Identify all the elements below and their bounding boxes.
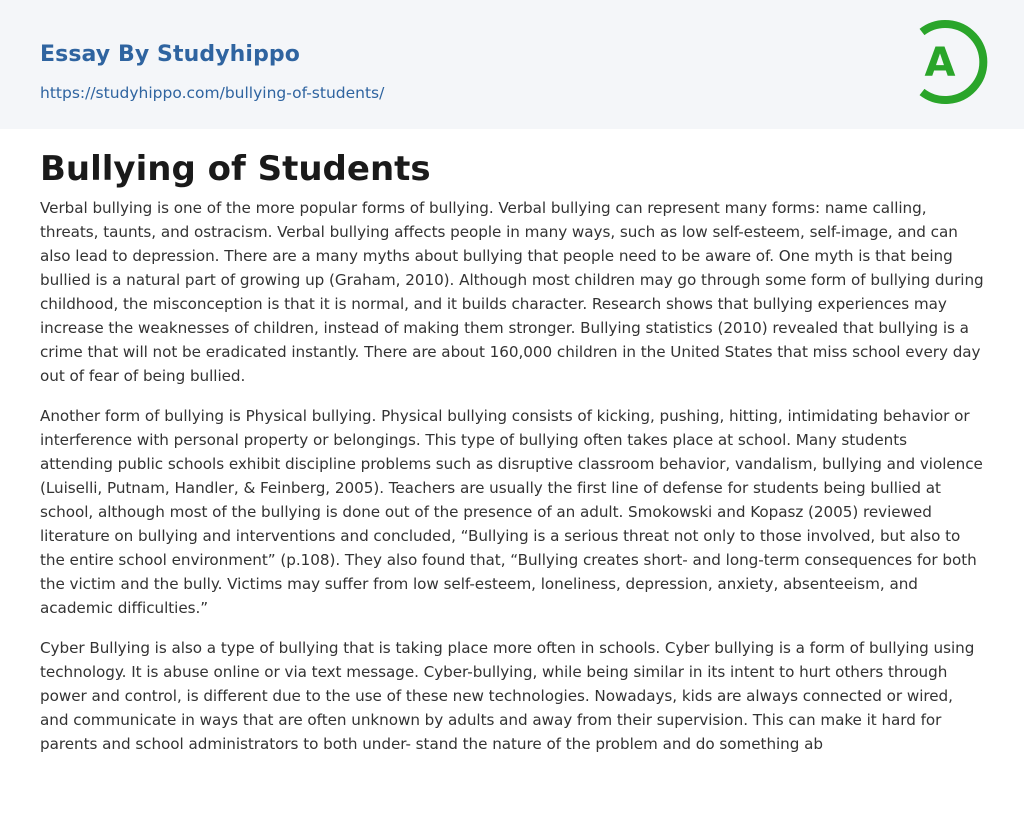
site-header <box>0 0 1024 129</box>
paragraph-3: Cyber Bullying is also a type of bullying that is taking place more often in schools. Cyber bullying is a form of bullying using technology. It is abuse online or via text message. Cyber-bullying, while being similar in its intent to hurt others through power and control, is different due to the use of these new technologies. Nowadays, kids are always connected or wired, and communicate in ways that are often unknown by adults and away from their supervision. This can make it hard for parents and school administrators to both under- stand the nature of the problem and do something ab <box>40 639 975 753</box>
brand-title[interactable]: Essay By Studyhippo <box>40 42 300 67</box>
logo-letter: A <box>924 40 956 86</box>
paragraph-2: Another form of bullying is Physical bullying. Physical bullying consists of kicking, pushing, hitting, intimidating behavior or interference with personal property or belongings. This type of bullying often takes place at school. Many students attending public schools exhibit discipline problems such as disruptive classroom behavior, vandalism, bullying and violence (Luiselli, Putnam, Handler, & Feinberg, 2005). Teachers are usually the first line of defense for students being bullied at school, although most of the bullying is done out of the presence of an adult. Smokowski and Kopasz (2005) reviewed literature on bullying and interventions and concluded, “Bullying is a serious threat not only to those involved, but also to the entire school environment” (p.108). They also found that, “Bullying creates short- and long-term consequences for both the victim and the bully. Victims may suffer from low self-esteem, loneliness, depression, anxiety, absenteeism, and academic difficulties.” <box>40 407 983 617</box>
article <box>40 148 984 772</box>
paragraph-1: Verbal bullying is one of the more popular forms of bullying. Verbal bullying can represent many forms: name calling, threats, taunts, and ostracism. Verbal bullying affects people in many ways, such as low self-esteem, self-image, and can also lead to depression. There are a many myths about bullying that people need to be aware of. One myth is that being bullied is a natural part of growing up (Graham, 2010). Although most children may go through some form of bullying during childhood, the misconception is that it is normal, and it builds character. Research shows that bullying experiences may increase the weaknesses of children, instead of making them stronger. Bullying statistics (2010) revealed that bullying is a crime that will not be eradicated instantly. There are about 160,000 children in the United States that miss school every day out of fear of being bullied. <box>40 199 984 385</box>
page-title: Bullying of Students <box>40 149 431 189</box>
studyhippo-logo-icon[interactable] <box>912 18 988 106</box>
article-url-link[interactable]: https://studyhippo.com/bullying-of-students/ <box>40 84 385 102</box>
